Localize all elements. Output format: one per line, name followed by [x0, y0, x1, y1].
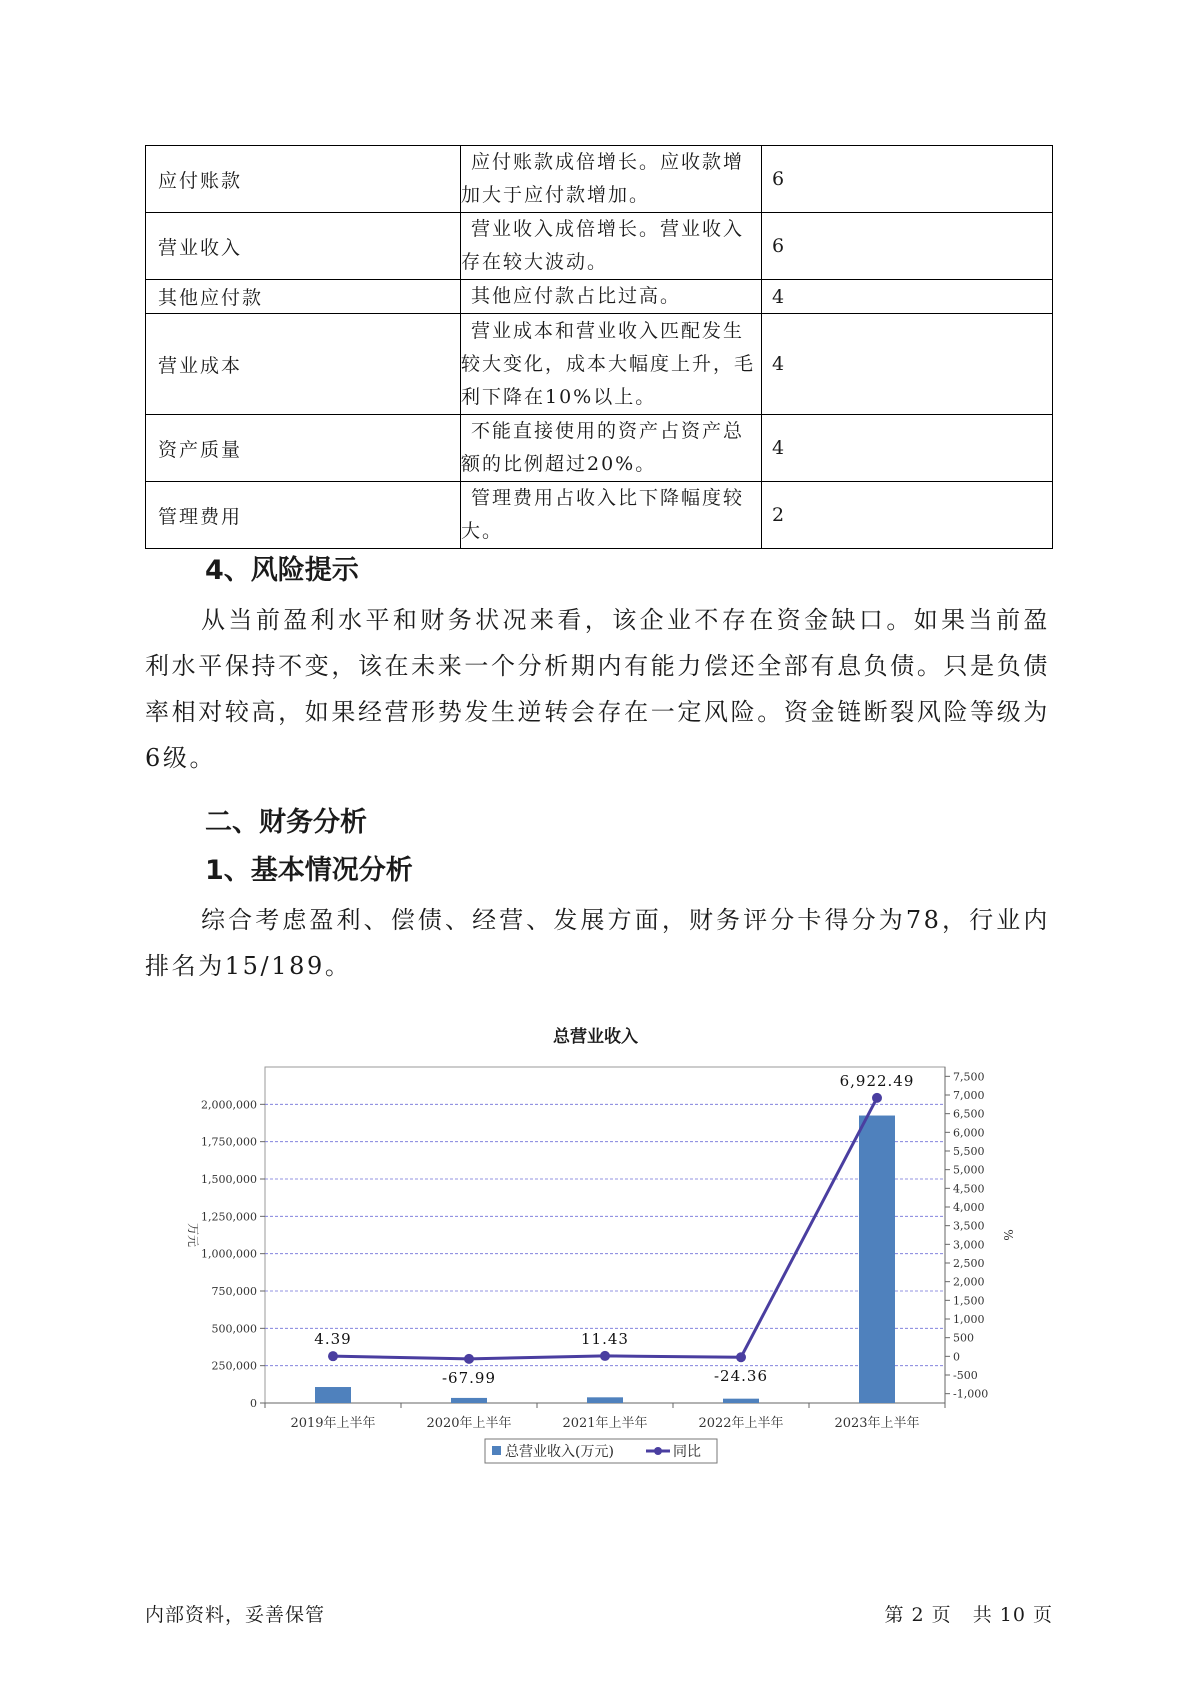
yoy-point — [328, 1351, 338, 1361]
risk-desc-cell — [461, 146, 762, 213]
risk-score-cell: 4 — [762, 415, 1053, 482]
x-tick-label: 2021年上半年 — [562, 1416, 648, 1431]
y-tick-label: 250,000 — [211, 1359, 257, 1373]
y2-tick-label: 2,000 — [953, 1275, 985, 1289]
data-label: -24.36 — [713, 1367, 769, 1386]
yoy-line — [333, 1098, 877, 1359]
yoy-point — [464, 1354, 474, 1364]
risk-desc-text: 其他应付款占比过高。 — [471, 285, 682, 307]
x-tick-label: 2023年上半年 — [834, 1416, 920, 1431]
table-row — [146, 213, 1053, 280]
risk-item-cell: 应付账款 — [146, 146, 461, 213]
y2-tick-label: 500 — [953, 1331, 974, 1345]
y2-tick-label: 0 — [953, 1350, 960, 1364]
risk-item-cell: 营业收入 — [146, 213, 461, 280]
legend-line-label: 同比 — [673, 1444, 701, 1460]
table-row — [146, 482, 1053, 549]
bar — [315, 1387, 351, 1403]
y-tick-label: 1,000,000 — [201, 1247, 257, 1261]
risk-item-cell: 管理费用 — [146, 482, 461, 549]
chart-title: 总营业收入 — [553, 1027, 638, 1047]
y-tick-label: 2,000,000 — [201, 1098, 257, 1112]
x-tick-label: 2022年上半年 — [698, 1416, 784, 1431]
section-heading-risk: 4、风险提示 — [205, 555, 359, 586]
risk-item-cell: 其他应付款 — [146, 280, 461, 314]
y-tick-label: 1,500,000 — [201, 1173, 257, 1186]
y-tick-label: 500,000 — [211, 1322, 257, 1336]
y2-tick-label: 3,500 — [953, 1219, 985, 1233]
y2-tick-label: 3,000 — [953, 1238, 985, 1252]
y-axis-title: 万元 — [186, 1222, 200, 1248]
risk-desc-cell — [461, 213, 762, 280]
y2-tick-label: 1,500 — [953, 1294, 985, 1308]
bar — [587, 1397, 623, 1403]
subsection-heading-basic: 1、基本情况分析 — [205, 855, 413, 886]
table-row — [146, 146, 1053, 213]
y-tick-label: 0 — [250, 1397, 257, 1410]
risk-desc-text: 管理费用占收入比下降幅度较大。 — [461, 487, 745, 542]
risk-desc-cell — [461, 415, 762, 482]
bar — [723, 1399, 759, 1403]
y2-tick-label: 4,500 — [953, 1182, 985, 1196]
y2-tick-label: 2,500 — [953, 1257, 985, 1270]
risk-factor-table — [145, 145, 1053, 549]
y2-axis-title: % — [1001, 1229, 1015, 1241]
data-label: 6,922.49 — [839, 1071, 915, 1090]
risk-desc-text: 不能直接使用的资产占资产总额的比例超过20%。 — [461, 420, 745, 475]
y2-tick-label: 1,000 — [953, 1313, 985, 1326]
table-row — [146, 314, 1053, 415]
bar — [451, 1398, 487, 1403]
y2-tick-label: 6,500 — [953, 1107, 985, 1121]
y2-tick-label: -500 — [953, 1369, 978, 1382]
risk-paragraph: 从当前盈利水平和财务状况来看，该企业不存在资金缺口。如果当前盈利水平保持不变，该在未来一个分析期内有能力偿还全部有息负债。只是负债率相对较高，如果经营形势发生逆转会存在一定风险。资金链断裂风险等级为6级。 — [145, 606, 1050, 772]
risk-score-cell: 2 — [762, 482, 1053, 549]
yoy-point — [872, 1093, 882, 1103]
yoy-point — [600, 1351, 610, 1361]
risk-score-cell: 6 — [762, 213, 1053, 280]
risk-desc-text: 营业成本和营业收入匹配发生较大变化，成本大幅度上升，毛利下降在10%以上。 — [461, 319, 756, 408]
risk-desc-cell — [461, 482, 762, 549]
y2-tick-label: 5,000 — [953, 1163, 985, 1177]
risk-item-cell: 营业成本 — [146, 314, 461, 415]
y-tick-label: 1,250,000 — [201, 1210, 257, 1224]
x-tick-label: 2019年上半年 — [290, 1416, 376, 1431]
y2-tick-label: 4,000 — [953, 1201, 985, 1214]
risk-desc-cell — [461, 280, 762, 314]
risk-desc-text: 应付账款成倍增长。应收款增加大于应付款增加。 — [461, 151, 745, 206]
y2-tick-label: 5,500 — [953, 1145, 985, 1158]
y2-tick-label: 6,000 — [953, 1126, 985, 1140]
y2-tick-label: -1,000 — [953, 1387, 989, 1401]
risk-item-cell: 资产质量 — [146, 415, 461, 482]
risk-desc-text: 营业收入成倍增长。营业收入存在较大波动。 — [461, 218, 745, 273]
legend-line-marker — [654, 1447, 662, 1455]
y2-tick-label: 7,000 — [953, 1089, 985, 1102]
y2-tick-label: 7,500 — [953, 1070, 985, 1084]
y-tick-label: 1,750,000 — [201, 1135, 257, 1149]
risk-score-cell: 4 — [762, 280, 1053, 314]
table-row — [146, 280, 1053, 314]
data-label: 11.43 — [581, 1329, 629, 1348]
data-label: 4.39 — [314, 1330, 352, 1349]
footer-page-number: 第 2 页 共 10 页 — [884, 1604, 1053, 1626]
data-label: -67.99 — [441, 1368, 497, 1387]
x-tick-label: 2020年上半年 — [426, 1416, 512, 1431]
bar — [859, 1116, 895, 1403]
finance-paragraph: 综合考虑盈利、偿债、经营、发展方面，财务评分卡得分为78，行业内排名为15/189。 — [145, 906, 1050, 980]
revenue-chart — [0, 1040, 1191, 1480]
section-heading-finance: 二、财务分析 — [205, 807, 367, 838]
risk-score-cell: 4 — [762, 314, 1053, 415]
table-row — [146, 415, 1053, 482]
y-tick-label: 750,000 — [211, 1285, 257, 1298]
legend-bar-swatch — [492, 1446, 501, 1455]
yoy-point — [736, 1352, 746, 1362]
risk-desc-cell — [461, 314, 762, 415]
footer-confidential: 内部资料，妥善保管 — [145, 1604, 326, 1626]
legend-bar-label: 总营业收入(万元) — [505, 1444, 614, 1460]
risk-score-cell: 6 — [762, 146, 1053, 213]
